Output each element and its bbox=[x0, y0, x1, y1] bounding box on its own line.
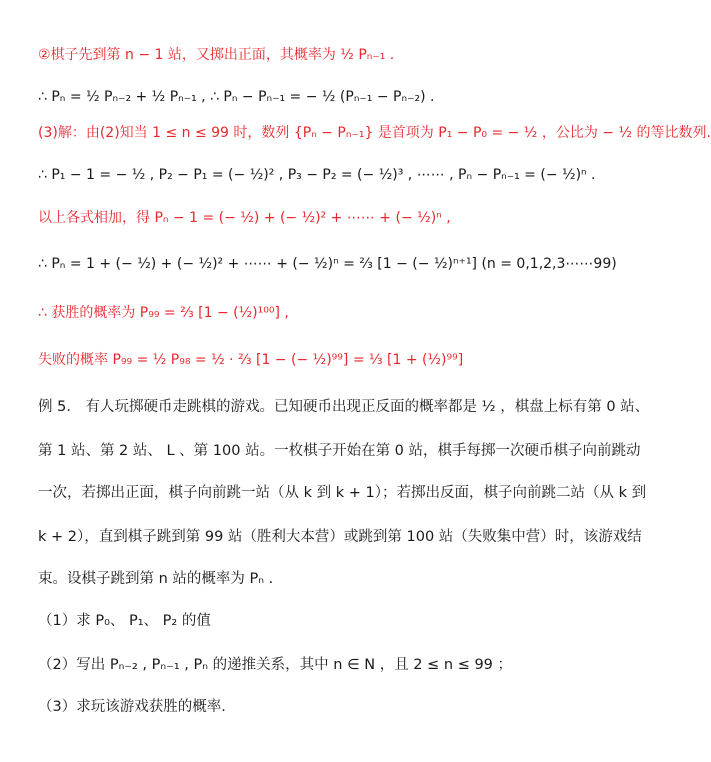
solution-line-7: ∴ 获胜的概率为 P₉₉ = ⅔ [1 − (½)¹⁰⁰] , bbox=[38, 305, 289, 321]
solution-line-4: ∴ P₁ − 1 = − ½ , P₂ − P₁ = (− ½)² , P₃ − P₂ = (− ½)³ , ⋯⋯ , Pₙ − Pₙ₋₁ = (− ½)ⁿ . bbox=[38, 167, 596, 183]
example-line-5: 束。设棋子跳到第 n 站的概率为 Pₙ . bbox=[38, 571, 274, 587]
example-line-1: 例 5． 有人玩掷硬币走跳棋的游戏。已知硬币出现正反面的概率都是 ½ ，棋盘上标有第 0 站、 bbox=[38, 399, 650, 415]
solution-line-8: 失败的概率 P₉₉ = ½ P₉₈ = ½ · ⅔ [1 − (− ½)⁹⁹] = ⅓ [1 + (½)⁹⁹] bbox=[38, 352, 464, 368]
solution-line-1: ②棋子先到第 n − 1 站，又掷出正面，其概率为 ½ Pₙ₋₁ . bbox=[38, 47, 395, 63]
example-line-3: 一次，若掷出正面，棋子向前跳一站（从 k 到 k + 1）；若掷出反面，棋子向前跳二站（从 k 到 bbox=[38, 485, 647, 501]
solution-line-6: ∴ Pₙ = 1 + (− ½) + (− ½)² + ⋯⋯ + (− ½)ⁿ = ⅔ [1 − (− ½)ⁿ⁺¹] (n = 0,1,2,3⋯⋯99) bbox=[38, 256, 617, 272]
solution-line-5: 以上各式相加，得 Pₙ − 1 = (− ½) + (− ½)² + ⋯⋯ + (− ½)ⁿ , bbox=[38, 210, 451, 226]
solution-line-3: (3)解：由(2)知当 1 ≤ n ≤ 99 时，数列 {Pₙ − Pₙ₋₁} 是首项为 P₁ − P₀ = − ½ ，公比为 − ½ 的等比数列. bbox=[38, 125, 711, 141]
question-1: （1）求 P₀、 P₁、 P₂ 的值 bbox=[38, 613, 211, 629]
question-2: （2）写出 Pₙ₋₂ , Pₙ₋₁ , Pₙ 的递推关系，其中 n ∈ N ，且 2 ≤ n ≤ 99 ； bbox=[38, 657, 513, 673]
solution-line-2: ∴ Pₙ = ½ Pₙ₋₂ + ½ Pₙ₋₁ , ∴ Pₙ − Pₙ₋₁ = − ½ (Pₙ₋₁ − Pₙ₋₂) . bbox=[38, 89, 435, 105]
example-line-2: 第 1 站、第 2 站、 L 、第 100 站。一枚棋子开始在第 0 站，棋手每掷一次硬币棋子向前跳动 bbox=[38, 443, 641, 459]
example-line-4: k + 2），直到棋子跳到第 99 站（胜利大本营）或跳到第 100 站（失败集中营）时，该游戏结 bbox=[38, 529, 642, 545]
question-3: （3）求玩该游戏获胜的概率. bbox=[38, 699, 226, 715]
